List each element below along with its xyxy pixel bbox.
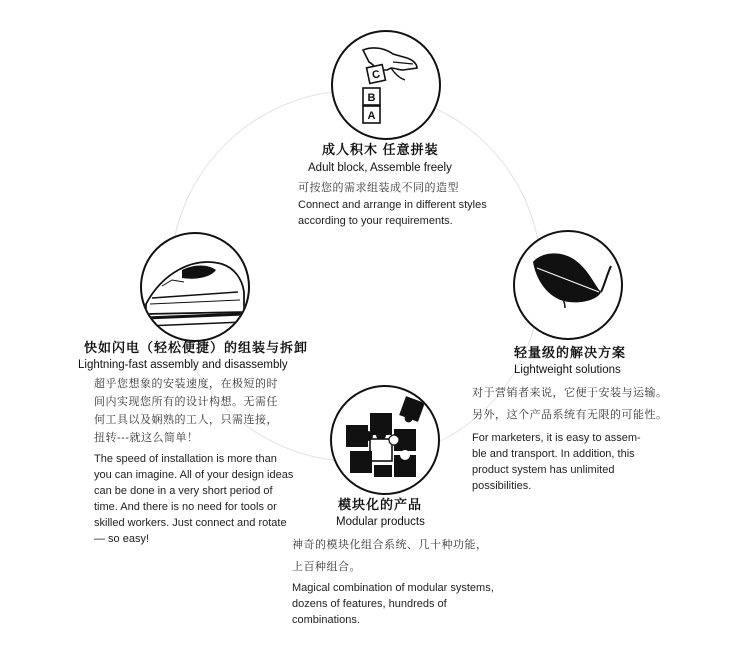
hand-blocks-icon bbox=[331, 30, 441, 140]
block-c-letter: C bbox=[371, 68, 382, 82]
top-title-en: Adult block, Assemble freely bbox=[308, 162, 452, 174]
bottom-desc-cn-line2: 上百种组合。 bbox=[292, 561, 361, 573]
right-caption bbox=[472, 345, 712, 494]
right-desc-en-line2: ble and transport. In addition, this bbox=[472, 448, 635, 460]
top-title-cn: 成人积木 任意拼装 bbox=[322, 142, 439, 157]
right-desc-en-line4: possibilities. bbox=[472, 480, 532, 492]
left-desc-cn-line3: 何工具以及娴熟的工人，只需连接， bbox=[94, 414, 278, 426]
bottom-desc-en-line1: Magical combination of modular systems, bbox=[292, 582, 494, 594]
top-caption bbox=[298, 142, 528, 229]
right-desc-cn-line1: 对于营销者来说，它便于安装与运输。 bbox=[472, 387, 668, 399]
bottom-title-cn: 模块化的产品 bbox=[338, 497, 423, 512]
bottom-desc-en-line3: combinations. bbox=[292, 614, 360, 626]
right-title-en: Lightweight solutions bbox=[514, 364, 621, 376]
right-desc-en-line1: For marketers, it is easy to assem- bbox=[472, 432, 641, 444]
bottom-desc-cn-line1: 神奇的模块化组合系统、几十种功能， bbox=[292, 539, 488, 551]
right-desc-en-line3: product system has unlimited bbox=[472, 464, 615, 476]
block-a-letter: A bbox=[367, 110, 376, 122]
left-desc-cn-line1: 超乎您想象的安装速度，在极短的时 bbox=[94, 378, 278, 390]
left-caption bbox=[78, 340, 314, 547]
feather-icon bbox=[513, 230, 623, 340]
top-desc-cn: 可按您的需求组装成不同的造型 bbox=[298, 182, 459, 194]
left-title-en: Lightning-fast assembly and disassembly bbox=[78, 359, 288, 371]
bottom-caption bbox=[292, 497, 542, 628]
left-desc-en-line4: time. And there is no need for tools or bbox=[94, 501, 277, 513]
left-desc-en-line3: can be done in a very short period of bbox=[94, 485, 273, 497]
left-desc-en-line2: you can imagine. All of your design ideas bbox=[94, 469, 294, 481]
left-desc-en-line6: — so easy! bbox=[94, 533, 150, 545]
top-desc-en-line2: according to your requirements. bbox=[298, 215, 453, 227]
left-title-cn: 快如闪电（轻松便捷）的组装与拆卸 bbox=[84, 340, 309, 355]
right-desc-cn-line2: 另外，这个产品系统有无限的可能性。 bbox=[472, 409, 668, 421]
train-icon bbox=[140, 232, 250, 342]
puzzle-icon bbox=[330, 385, 440, 495]
block-b-letter: B bbox=[367, 92, 376, 104]
left-desc-en-line1: The speed of installation is more than bbox=[94, 453, 277, 465]
right-title-cn: 轻量级的解决方案 bbox=[514, 345, 627, 360]
top-desc-en-line1: Connect and arrange in different styles bbox=[298, 199, 487, 211]
bottom-desc-en-line2: dozens of features, hundreds of bbox=[292, 598, 447, 610]
bottom-title-en: Modular products bbox=[336, 516, 425, 528]
left-desc-cn-line2: 间内实现您所有的设计构想。无需任 bbox=[94, 396, 278, 408]
left-desc-en-line5: skilled workers. Just connect and rotate bbox=[94, 517, 287, 529]
left-desc-cn-line4: 扭转---就这么简单！ bbox=[94, 432, 199, 444]
